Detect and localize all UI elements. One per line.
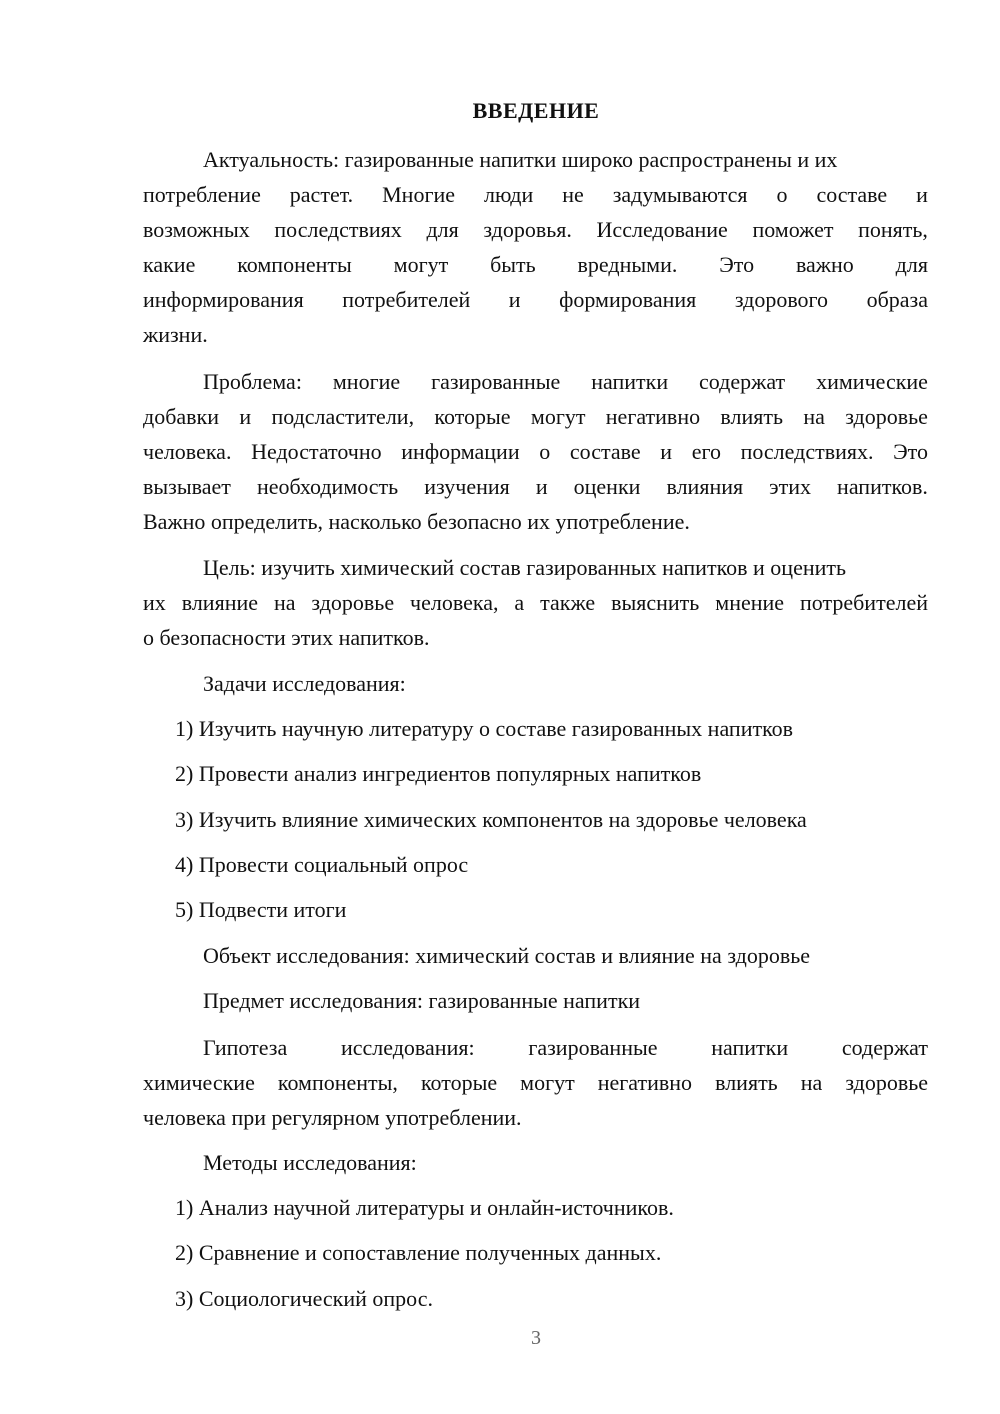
word: потребителей (799, 590, 928, 615)
word: Проблема: (203, 369, 302, 394)
paragraph-line: человека при регулярном употреблении. (143, 1105, 522, 1130)
research-subject: Предмет исследования: газированные напитки (203, 988, 641, 1013)
paragraph-line (143, 469, 928, 504)
word: мнение (715, 590, 785, 615)
word: содержат (841, 1035, 928, 1060)
paragraph-line (143, 247, 928, 282)
word: вызывает (143, 474, 231, 499)
hypothesis-paragraph (143, 1030, 928, 1135)
paragraph-line (143, 1030, 928, 1065)
task-item: 3) Изучить влияние химических компонентов на здоровье человека (175, 807, 807, 832)
word: задумываются (612, 182, 748, 207)
word: информации (401, 439, 520, 464)
word: компоненты (237, 252, 352, 277)
word: также (540, 590, 596, 615)
word: а (514, 590, 525, 615)
word: для (895, 252, 928, 277)
paragraph-line (143, 434, 928, 469)
word: содержат (699, 369, 786, 394)
word: Гипотеза (203, 1035, 288, 1060)
word: потребление (143, 182, 261, 207)
paragraph-line: жизни. (143, 322, 208, 347)
word: оценки (573, 474, 641, 499)
word: растет. (289, 182, 354, 207)
word: на (800, 1070, 823, 1095)
word: газированные (431, 369, 561, 394)
word: составе (569, 439, 641, 464)
word: не (562, 182, 584, 207)
word: Это (893, 439, 928, 464)
word: быть (490, 252, 536, 277)
word: добавки (143, 404, 220, 429)
word: которые (420, 1070, 498, 1095)
word: здоровье (311, 590, 395, 615)
word: о (539, 439, 551, 464)
word: его (691, 439, 721, 464)
paragraph-line (143, 399, 928, 434)
word: на (803, 404, 825, 429)
word: последствиях. (740, 439, 874, 464)
paragraph-line: Актуальность: газированные напитки широко распространены и их (203, 147, 838, 172)
task-item: 1) Изучить научную литературу о составе газированных напитков (175, 716, 794, 741)
method-item: 2) Сравнение и сопоставление полученных данных. (175, 1240, 662, 1265)
paragraph-line (143, 282, 928, 317)
word: напитков. (837, 474, 928, 499)
word: люди (483, 182, 534, 207)
word: выяснить (611, 590, 700, 615)
word: возможных (143, 217, 250, 242)
word: Недостаточно (251, 439, 382, 464)
word: образа (866, 287, 928, 312)
word: человека, (410, 590, 499, 615)
research-object: Объект исследования: химический состав и влияние на здоровье (203, 943, 810, 968)
word: исследования: (340, 1035, 475, 1060)
tasks-heading: Задачи исследования: (203, 671, 406, 696)
paragraph-line (143, 1065, 928, 1100)
word: химические (143, 1070, 255, 1095)
paragraph-line: о безопасности этих напитков. (143, 625, 430, 650)
paragraph-line: Важно определить, насколько безопасно их употребление. (143, 509, 690, 534)
word: влияния (666, 474, 744, 499)
word: понять, (858, 217, 928, 242)
word: и (239, 404, 252, 429)
task-item: 2) Провести анализ ингредиентов популярных напитков (175, 761, 702, 786)
page-number: 3 (531, 1327, 541, 1349)
word: этих (769, 474, 811, 499)
word: человека. (143, 439, 232, 464)
word: многие (332, 369, 401, 394)
word: негативно (597, 1070, 693, 1095)
word: негативно (605, 404, 701, 429)
word: здоровья. (483, 217, 572, 242)
word: Это (719, 252, 755, 277)
word: компоненты, (277, 1070, 398, 1095)
word: последствиях (274, 217, 402, 242)
word: вредными. (577, 252, 678, 277)
word: влияние (181, 590, 258, 615)
word: здоровье (845, 1070, 928, 1095)
task-item: 5) Подвести итоги (175, 897, 347, 922)
method-item: 3) Социологический опрос. (175, 1286, 433, 1311)
paragraph-line (143, 212, 928, 247)
word: изучения (424, 474, 510, 499)
word: информирования (143, 287, 304, 312)
goal-paragraph (143, 550, 928, 655)
word: и (660, 439, 673, 464)
section-title: ВВЕДЕНИЕ (472, 98, 600, 123)
word: и (535, 474, 548, 499)
word: составе (816, 182, 888, 207)
word: здоровье (845, 404, 928, 429)
word: напитки (711, 1035, 789, 1060)
methods-heading: Методы исследования: (203, 1150, 417, 1175)
word: Исследование (596, 217, 728, 242)
paragraph-line: Цель: изучить химический состав газированных напитков и оценить (203, 555, 847, 580)
word: для (426, 217, 459, 242)
task-item: 4) Провести социальный опрос (175, 852, 469, 877)
word: газированные (528, 1035, 658, 1060)
word: могут (530, 404, 586, 429)
paragraph-line (143, 364, 928, 399)
relevance-paragraph (143, 142, 928, 352)
word: на (273, 590, 296, 615)
word: необходимость (256, 474, 399, 499)
paragraph-line (143, 177, 928, 212)
word: их (143, 590, 166, 615)
word: подсластители, (271, 404, 415, 429)
word: могут (393, 252, 449, 277)
word: какие (143, 252, 196, 277)
word: которые (434, 404, 511, 429)
word: Многие (382, 182, 456, 207)
word: химические (816, 369, 928, 394)
word: влиять (720, 404, 784, 429)
method-item: 1) Анализ научной литературы и онлайн-источников. (175, 1195, 674, 1220)
word: могут (520, 1070, 575, 1095)
word: поможет (752, 217, 834, 242)
problem-paragraph (143, 364, 928, 539)
word: и (508, 287, 521, 312)
word: здорового (734, 287, 829, 312)
word: формирования (559, 287, 697, 312)
word: потребителей (342, 287, 471, 312)
word: и (916, 182, 928, 207)
word: влиять (715, 1070, 778, 1095)
word: о (776, 182, 788, 207)
word: напитки (591, 369, 669, 394)
paragraph-line (143, 585, 928, 620)
word: важно (795, 252, 854, 277)
